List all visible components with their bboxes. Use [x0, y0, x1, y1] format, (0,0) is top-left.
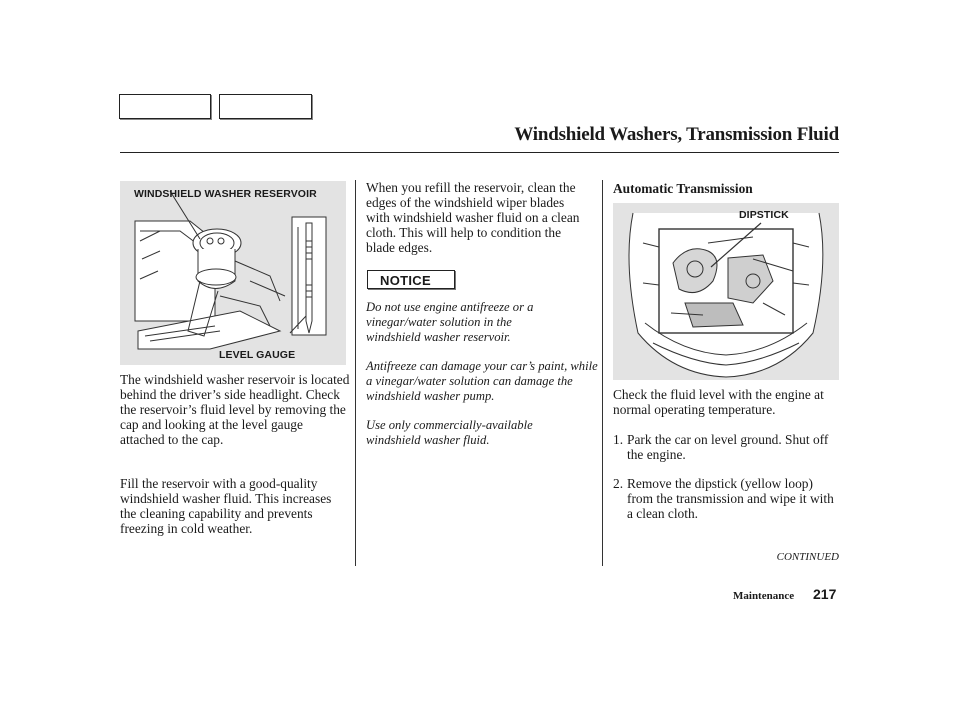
reservoir-fill-paragraph: Fill the reservoir with a good-quality windshield washer fluid. This increases the cleaning capability and prevents freezing in cold weather.: [120, 476, 332, 536]
washer-reservoir-label: WINDSHIELD WASHER RESERVOIR: [134, 188, 317, 200]
column-divider-right: [602, 180, 603, 566]
footer-section-label: Maintenance: [733, 590, 795, 602]
washer-reservoir-figure: [120, 181, 346, 365]
header-rule: [120, 152, 839, 153]
step-2-text: Remove the dipstick (yellow loop) from the transmission and wipe it with a clean cloth.: [627, 476, 834, 521]
washer-reservoir-illustration: [120, 181, 346, 365]
reservoir-location-paragraph: The windshield washer reservoir is located behind the driver’s side headlight. Check the reservoir’s fluid level by removing the cap and looking at the level gauge attached to the cap.: [120, 372, 350, 447]
fluid-check-paragraph: Check the fluid level with the engine at normal operating temperature.: [613, 387, 824, 417]
step-1-number: 1.: [613, 432, 624, 447]
dipstick-figure: [613, 203, 839, 380]
notice-text-2: Antifreeze can damage your car’s paint, while a vinegar/water solution can damage the windshield washer pump.: [366, 359, 598, 403]
automatic-transmission-heading: Automatic Transmission: [613, 181, 753, 196]
column-divider-left: [355, 180, 356, 566]
step-1: [613, 433, 841, 463]
header-tab-right: [219, 94, 312, 119]
notice-text-3: Use only commercially-available windshield washer fluid.: [366, 418, 533, 447]
page-title: Windshield Washers, Transmission Fluid: [514, 124, 839, 145]
dipstick-label: DIPSTICK: [739, 209, 789, 221]
engine-bay-illustration: [613, 203, 839, 380]
level-gauge-label: LEVEL GAUGE: [219, 349, 296, 361]
notice-text-1: Do not use engine antifreeze or a vinegar/water solution in the windshield washer reservoir.: [366, 300, 534, 344]
continued-label: CONTINUED: [776, 551, 839, 563]
step-2: [613, 477, 841, 522]
step-2-number: 2.: [613, 476, 624, 491]
page-number: 217: [813, 586, 837, 602]
wiper-blade-paragraph: When you refill the reservoir, clean the edges of the windshield wiper blades with windshield washer fluid on a clean cloth. This will help to condition the blade edges.: [366, 180, 580, 255]
step-1-text: Park the car on level ground. Shut off the engine.: [627, 432, 829, 462]
header-tab-left: [119, 94, 211, 119]
notice-badge: NOTICE: [367, 270, 455, 289]
